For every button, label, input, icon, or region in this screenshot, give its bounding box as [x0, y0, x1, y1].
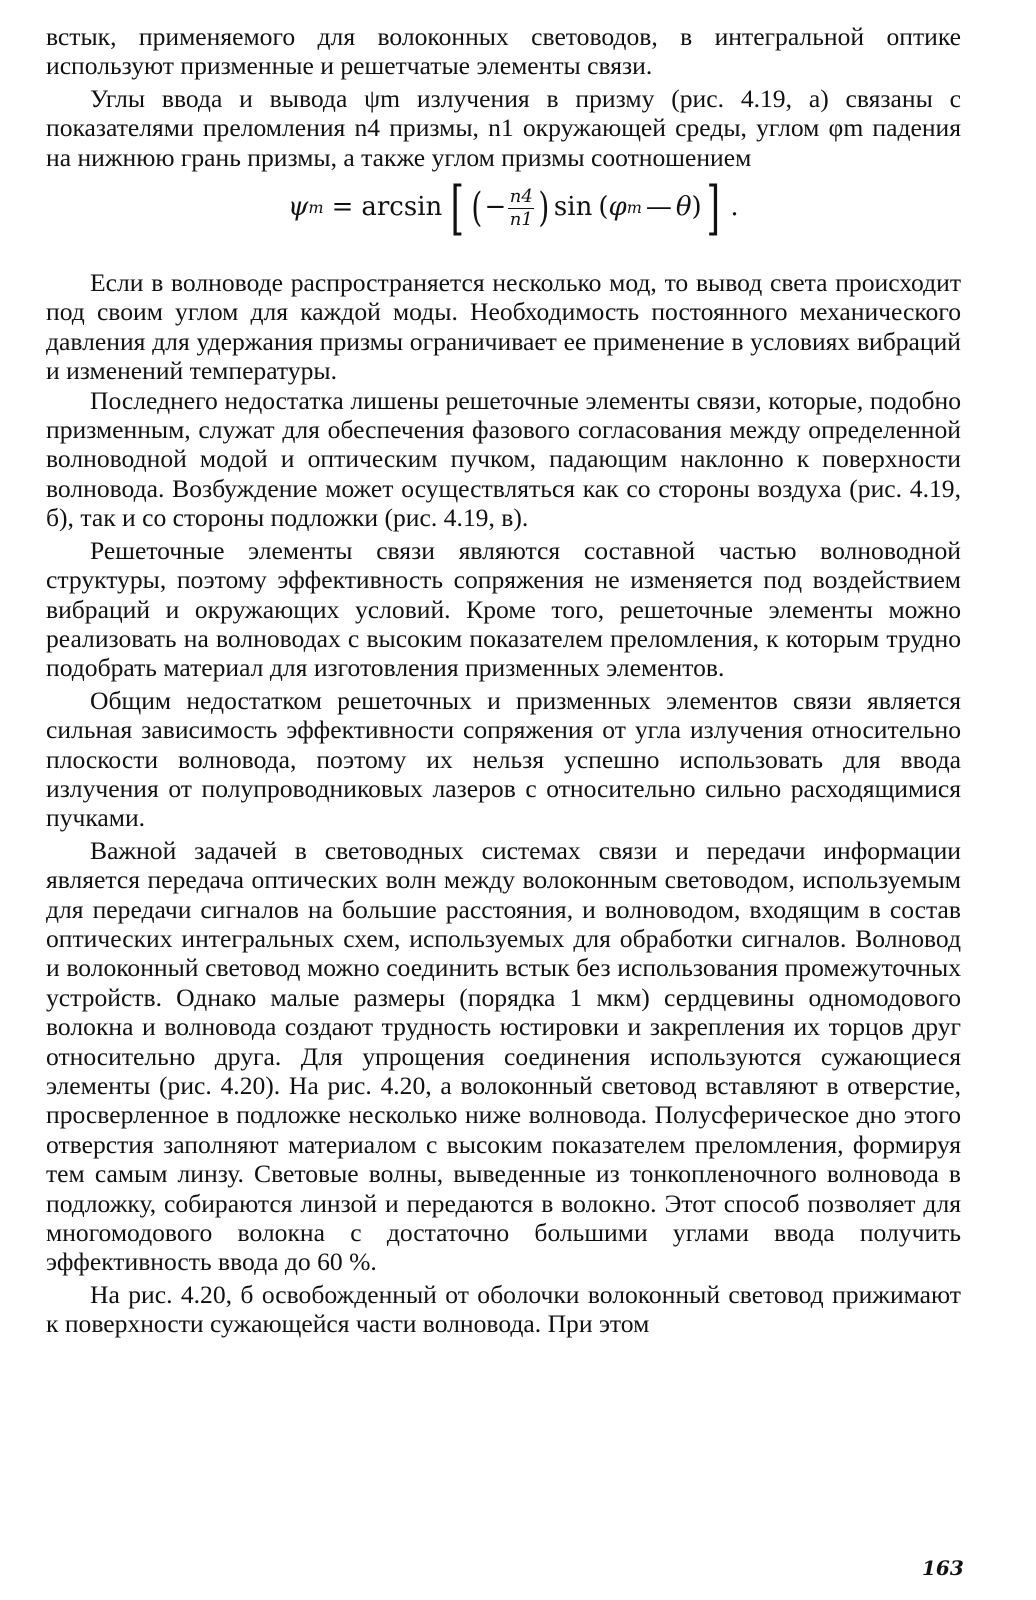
formula-func: arcsin: [361, 192, 443, 223]
formula-theta: θ: [675, 192, 692, 223]
formula-numerator: n4: [509, 185, 533, 207]
paragraph-8: На рис. 4.20, б освобожденный от оболочки волоконный световод прижимают к поверхности сужающейся части волновода. При этом: [46, 1279, 961, 1339]
formula-lhs-sub: m: [308, 198, 324, 218]
paragraph-6: Общим недостатком решеточных и призменных элементов связи является сильная зависимость эффективности сопряжения от угла излучения относительно плоскости волновода, поэтому их нельзя успешно использовать для ввода излучения от полупроводниковых лазеров с относительно сильно расходящимися пучками.: [46, 685, 961, 833]
paragraph-4: Последнего недостатка лишены решеточные элементы связи, которые, подобно призменным, служат для обеспечения фазового согласования между определенной волноводной модой и оптическим пучком, падающим наклонно к поверхности волновода. Возбуждение может осуществляться как со стороны воздуха (рис. 4.19, б), так и со стороны подложки (рис. 4.19, в).: [46, 385, 961, 533]
formula-phi: φ: [608, 192, 627, 223]
paragraph-1: встык, применяемого для волоконных световодов, в интегральной оптике используют призменные и решетчатые элементы связи.: [46, 22, 961, 81]
formula-equals: =: [331, 192, 354, 223]
formula-bracket-right: ]: [706, 174, 720, 243]
paragraph-5: Решеточные элементы связи являются составной частью волноводной структуры, поэтому эффективность сопряжения не изменяется под воздействием вибраций и окружающих условий. Кроме того, решеточные элементы можно реализовать на волноводах с высоким показателем преломления, к которым трудно подобрать материал для изготовления призменных элементов.: [46, 535, 961, 683]
formula-paren-left: (: [471, 185, 483, 232]
formula-denominator: n1: [509, 208, 533, 230]
formula-minus: —: [645, 192, 672, 223]
formula-lhs: ψ: [288, 192, 309, 223]
formula-sin: sin: [553, 192, 593, 223]
paragraph-3: Если в волноводе распространяется несколько мод, то вывод света происходит под своим углом для каждой моды. Необходимость постоянного механического давления для удержания призмы ограничивает ее применение в условиях вибраций и изменений температуры.: [46, 268, 961, 386]
paragraph-7: Важной задачей в световодных системах связи и передачи информации является передача оптических волн между волоконным световодом, используемым для передачи сигналов на большие расстояния, и волноводом, входящим в состав оптических интегральных схем, используемых для обработки сигналов. Волновод и волоконный световод можно соединить встык без использования промежуточных устройств. Однако малые размеры (порядка 1 мкм) сердцевины одномодового волокна и волновода создают трудность юстировки и закрепления их торцов друг относительно друга. Для упрощения соединения используются сужающиеся элементы (рис. 4.20). На рис. 4.20, а волоконный световод вставляют в отверстие, просверленное в подложке несколько ниже волновода. Полусферическое дно этого отверстия заполняют материалом с высоким показателем преломления, формируя тем самым линзу. Световые волны, выведенные из тонкопленочного волновода в подложку, собираются линзой и передаются в волокно. Этот способ позволяет для многомодового волокна с достаточно большими углами ввода получить эффективность ввода до 60 %.: [46, 835, 961, 1277]
formula-phi-sub: m: [626, 198, 642, 218]
paragraph-2: Углы ввода и вывода ψm излучения в призму (рис. 4.19, а) связаны с показателями преломления n4 призмы, n1 окружающей среды, углом φm падения на нижнюю грань призмы, а также углом призмы соотношением: [46, 83, 961, 172]
formula-fraction: [508, 187, 534, 230]
formula-bracket-left: [: [450, 174, 465, 243]
formula-paren-right: ): [538, 185, 550, 232]
page-text: [46, 22, 961, 1339]
page-number: 163: [922, 1556, 964, 1580]
formula: ψ m = arcsin [ ( − $\frac{n4}{n1}$ ) sin ( φ m — θ ) ] .: [288, 174, 739, 243]
